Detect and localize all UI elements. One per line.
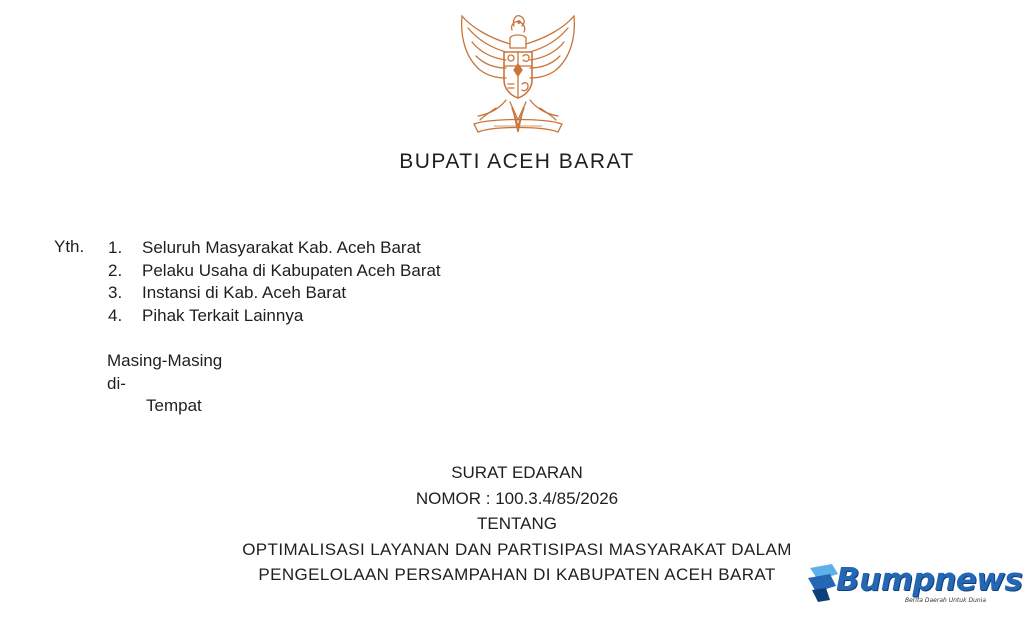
letter-about: TENTANG — [477, 514, 557, 533]
list-item — [108, 237, 441, 260]
watermark-brand: Bumpnews — [836, 562, 1023, 598]
masing-masing-text: Masing-Masing — [107, 351, 223, 370]
letter-subject-line-2: PENGELOLAAN PERSAMPAHAN DI KABUPATEN ACEH BARAT — [258, 565, 776, 584]
addressee-prefix: Yth. — [54, 237, 85, 256]
letter-heading: BUPATI ACEH BARAT — [399, 150, 635, 173]
recipient-list — [108, 237, 441, 327]
list-item — [108, 282, 441, 305]
recipient-number: 3. — [108, 283, 123, 302]
recipient-text: Pelaku Usaha di Kabupaten Aceh Barat — [142, 260, 441, 280]
recipient-number: 4. — [108, 305, 123, 325]
recipient-number: 2. — [108, 260, 123, 280]
list-item — [108, 260, 441, 283]
garuda-pancasila-emblem — [450, 8, 586, 142]
recipient-text: Pihak Terkait Lainnya — [142, 305, 304, 325]
recipient-text: Instansi di Kab. Aceh Barat — [142, 283, 347, 302]
address-block — [107, 350, 222, 418]
letter-type: SURAT EDARAN — [451, 463, 583, 482]
tempat-text: Tempat — [146, 396, 202, 415]
di-text: di- — [107, 373, 126, 393]
recipient-text: Seluruh Masyarakat Kab. Aceh Barat — [142, 238, 421, 257]
letter-subject-line-1: OPTIMALISASI LAYANAN DAN PARTISIPASI MASYARAKAT DALAM — [242, 539, 792, 559]
letter-number: NOMOR : 100.3.4/85/2026 — [415, 488, 619, 508]
list-item — [108, 305, 441, 328]
bumpnews-watermark — [806, 560, 1021, 608]
watermark-tagline: Berita Daerah Untuk Dunia — [905, 597, 987, 604]
recipient-number: 1. — [108, 238, 123, 257]
